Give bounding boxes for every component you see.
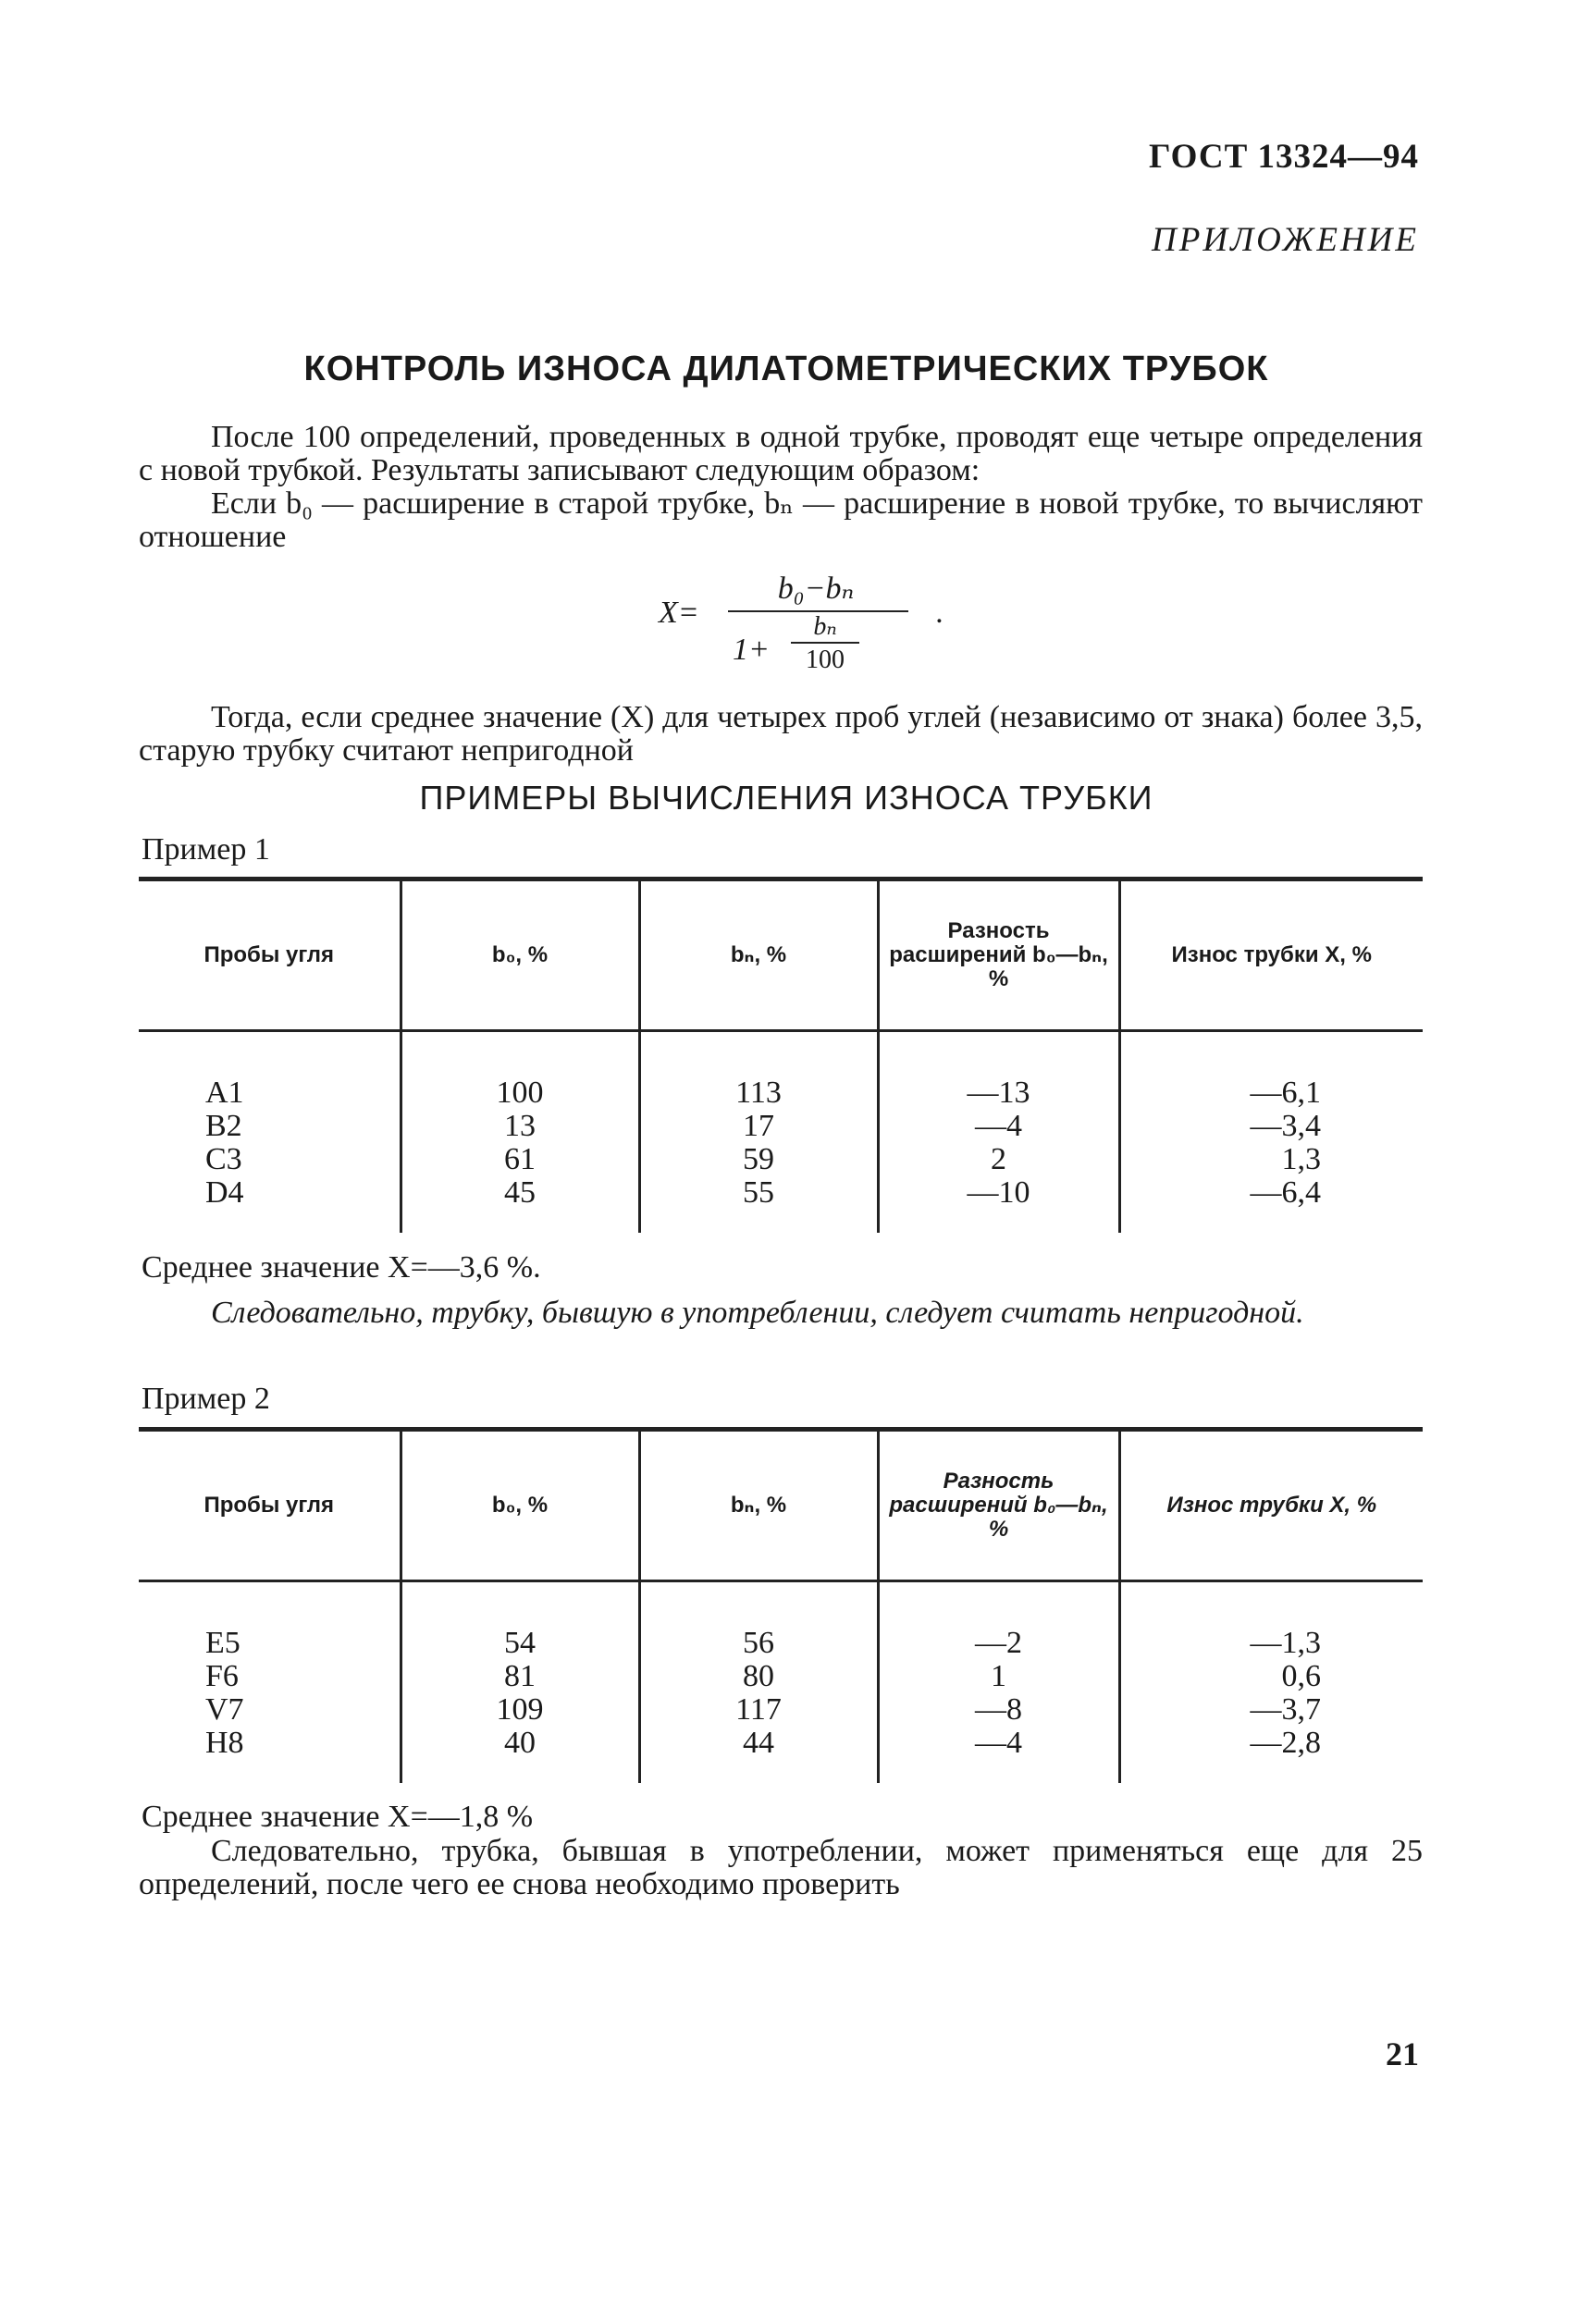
b0-cell: 54 81 109 40	[401, 1581, 639, 1783]
formula-den-frac-num: bₙ	[813, 612, 837, 641]
formula-end: .	[936, 596, 944, 630]
table-row	[139, 1031, 1423, 1233]
diff-cell: —2 1 —8 —4	[878, 1581, 1119, 1783]
b0-cell: 100 13 61 45	[401, 1031, 639, 1233]
page-title: КОНТРОЛЬ ИЗНОСА ДИЛАТОМЕТРИЧЕСКИХ ТРУБОК	[303, 350, 1269, 388]
wear-cell: —6,1 —3,4 1,3 —6,4	[1119, 1031, 1423, 1233]
header-samples: Пробы угля	[139, 879, 401, 1031]
header-b0: b₀, %	[401, 879, 639, 1031]
formula-den-frac-den: 100	[806, 646, 845, 674]
table-row	[139, 1581, 1423, 1783]
example1-mean: Среднее значение X=—3,6 %.	[142, 1250, 541, 1285]
header-wear: Износ трубки X, %	[1119, 1430, 1423, 1581]
bn-cell: 113 17 59 55	[639, 1031, 878, 1233]
condition-paragraph: Тогда, если среднее значение (X) для четырех проб углей (независимо от знака) более 3,5, старую трубку считают непригодной	[139, 700, 1423, 768]
ratio-paragraph: Если b₀ — расширение в старой трубке, bₙ — расширение в новой трубке, то вычисляют отношение	[139, 486, 1423, 554]
example2-mean: Среднее значение X=—1,8 %	[142, 1800, 534, 1834]
example2-label: Пример 2	[142, 1382, 270, 1416]
appendix-label: ПРИЛОЖЕНИЕ	[1152, 221, 1419, 259]
wear-cell: —1,3 0,6 —3,7 —2,8	[1119, 1581, 1423, 1783]
header-b0: b₀, %	[401, 1430, 639, 1581]
header-diff: Разность расширений b₀—bₙ, %	[878, 879, 1119, 1031]
example2-conclusion: Следовательно, трубка, бывшая в употреблении, может применяться еще для 25 определений, после чего ее снова необходимо проверить	[139, 1834, 1423, 1901]
example1-conclusion: Следовательно, трубку, бывшую в употреблении, следует считать непригодной.	[211, 1296, 1304, 1330]
example2-table	[139, 1427, 1423, 1783]
samples-cell: E5 F6 V7 H8	[205, 1626, 244, 1760]
bn-cell: 56 80 117 44	[639, 1581, 878, 1783]
header-bn: bₙ, %	[639, 1430, 878, 1581]
intro-paragraph: После 100 определений, проведенных в одной трубке, проводят еще четыре определения с новой трубкой. Результаты записывают следующим образом:	[139, 420, 1423, 487]
example1-table	[139, 877, 1423, 1233]
page-number: 21	[1386, 2035, 1419, 2072]
examples-title: ПРИМЕРЫ ВЫЧИСЛЕНИЯ ИЗНОСА ТРУБКИ	[419, 779, 1153, 817]
samples-cell: A1 B2 C3 D4	[205, 1076, 244, 1210]
wear-formula	[659, 564, 973, 694]
header-diff: Разность расширений b₀—bₙ, %	[878, 1430, 1119, 1581]
standard-code: ГОСТ 13324—94	[1149, 138, 1419, 176]
example1-label: Пример 1	[142, 832, 270, 867]
diff-cell: —13 —4 2 —10	[878, 1031, 1119, 1233]
formula-den-prefix: 1+	[733, 633, 770, 667]
header-bn: bₙ, %	[639, 879, 878, 1031]
formula-lhs: X=	[659, 596, 699, 630]
formula-numerator: b₀−bₙ	[777, 572, 855, 606]
header-samples: Пробы угля	[139, 1430, 401, 1581]
header-wear: Износ трубки X, %	[1119, 879, 1423, 1031]
formula-inner-bar	[791, 642, 859, 644]
